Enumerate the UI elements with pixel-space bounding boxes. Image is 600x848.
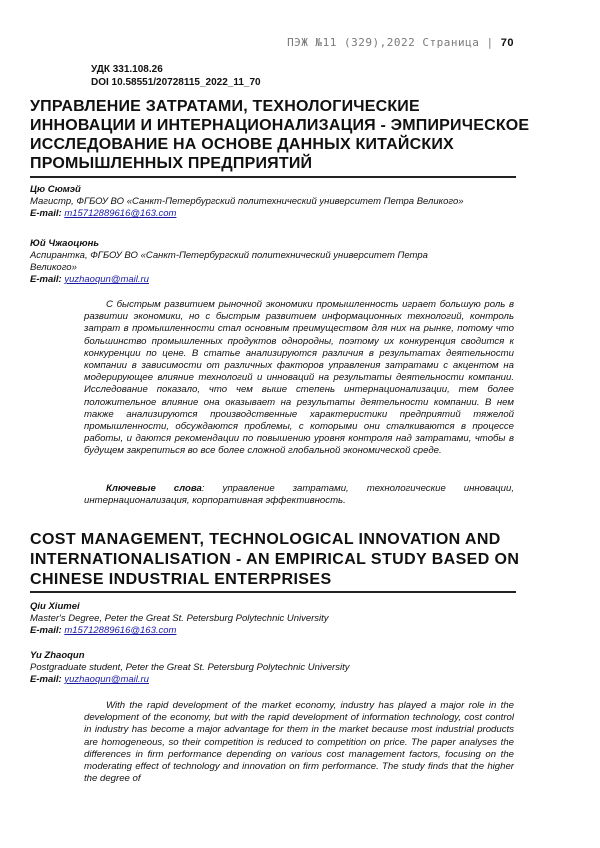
udk-code: УДК 331.108.26 [91,64,163,75]
author-name: Цю Сюмэй [30,184,81,195]
abstract-russian-text: С быстрым развитием рыночной экономики промышленность играет большую роль в развитии экономики, но с быстрым развитием информационных технологий, контроль затрат в промышленности стал основным преимуществом для них на рынке, потому что большинство промышленных продуктов однородны, поэтому их конкуренция сводится к конкуренции по цене. В статье анализируются различия в результатах деятельности компании в зависимости от различных факторов управления затратами с акцентом на модерирующее влияние технологий и инноваций на результаты деятельности компании. Исследование показало, что чем выше степень интернационализации, тем более положительное влияние она оказывает на результаты деятельности компании. В нем также анализируются производственные характеристики предприятий тяжелой промышленности, обсуждаются проблемы, с которыми они сталкиваются в процессе работы, и даются рекомендации по повышению уровня контроля над затратами, чтобы в будущем закрепиться во все более сложной глобальной экономической среде. [84,299,514,457]
keywords-russian [84,483,514,507]
author-en-2 [30,650,530,686]
author-affiliation: Аспирантка, ФГБОУ ВО «Санкт-Петербургский политехнический университет Петра Великого» [30,250,428,273]
email-link[interactable]: m15712889616@163.com [64,625,177,636]
identifiers [91,63,261,89]
author-name: Yu Zhaoqun [30,650,85,661]
keywords-label: Ключевые слова [106,483,202,494]
journal-issue: ПЭЖ №11 (329),2022 Страница [287,36,480,49]
email-label: E-mail: [30,208,62,219]
author-name: Qiu Xiumei [30,601,80,612]
page-number: 70 [500,37,514,49]
abstract-english-text: With the rapid development of the market economy, industry has played a major role in the development of the economy, but with the rapid development of information technology, cost control in industry has become a major advantage for them in the market because most industrial products are homogeneous, so their competition is reduced to competition on price. The paper analyses the differences in firm performance depending on various cost management factors, focusing on the moderating effect of technology and innovation on firm performance. The study finds that the higher the degree of [84,700,514,785]
author-name: Юй Чжаоцюнь [30,238,99,249]
email-label: E-mail: [30,674,62,685]
author-ru-1 [30,184,530,220]
email-link[interactable]: yuzhaoqun@mail.ru [64,674,149,685]
email-link[interactable]: m15712889616@163.com [64,208,177,219]
doi: DOI 10.58551/20728115_2022_11_70 [91,77,261,88]
author-email-line [30,274,470,286]
email-label: E-mail: [30,274,62,285]
title-russian: УПРАВЛЕНИЕ ЗАТРАТАМИ, ТЕХНОЛОГИЧЕСКИЕ ИННОВАЦИИ И ИНТЕРНАЦИОНАЛИЗАЦИЯ - ЭМПИРИЧЕСКОЕ ИССЛЕДОВАНИЕ НА ОСНОВЕ ДАННЫХ КИТАЙСКИХ ПРОМЫШЛЕННЫХ ПРЕДПРИЯТИЙ [30,98,530,172]
author-affiliation: Postgraduate student, Peter the Great St. Petersburg Polytechnic University [30,662,350,673]
author-email-line [30,625,530,637]
author-affiliation: Магистр, ФГБОУ ВО «Санкт-Петербургский политехнический университет Петра Великого» [30,196,464,207]
author-email-line [30,208,530,220]
title-russian-rule [30,176,516,178]
running-header [287,36,514,49]
author-affiliation: Master's Degree, Peter the Great St. Petersburg Polytechnic University [30,613,329,624]
abstract-russian [84,299,514,458]
header-separator: | [486,36,494,49]
author-ru-2 [30,238,470,286]
keywords-text: : управление затратами, технологические инновации, интернационализация, корпоративная эффективность. [84,483,514,507]
email-link[interactable]: yuzhaoqun@mail.ru [64,274,149,285]
email-label: E-mail: [30,625,62,636]
title-english-rule [30,591,516,593]
abstract-english [84,700,514,785]
title-english: COST MANAGEMENT, TECHNOLOGICAL INNOVATION AND INTERNATIONALISATION - AN EMPIRICAL STUDY BASED ON CHINESE INDUSTRIAL ENTERPRISES [30,531,520,588]
author-en-1 [30,601,530,637]
author-email-line [30,674,530,686]
